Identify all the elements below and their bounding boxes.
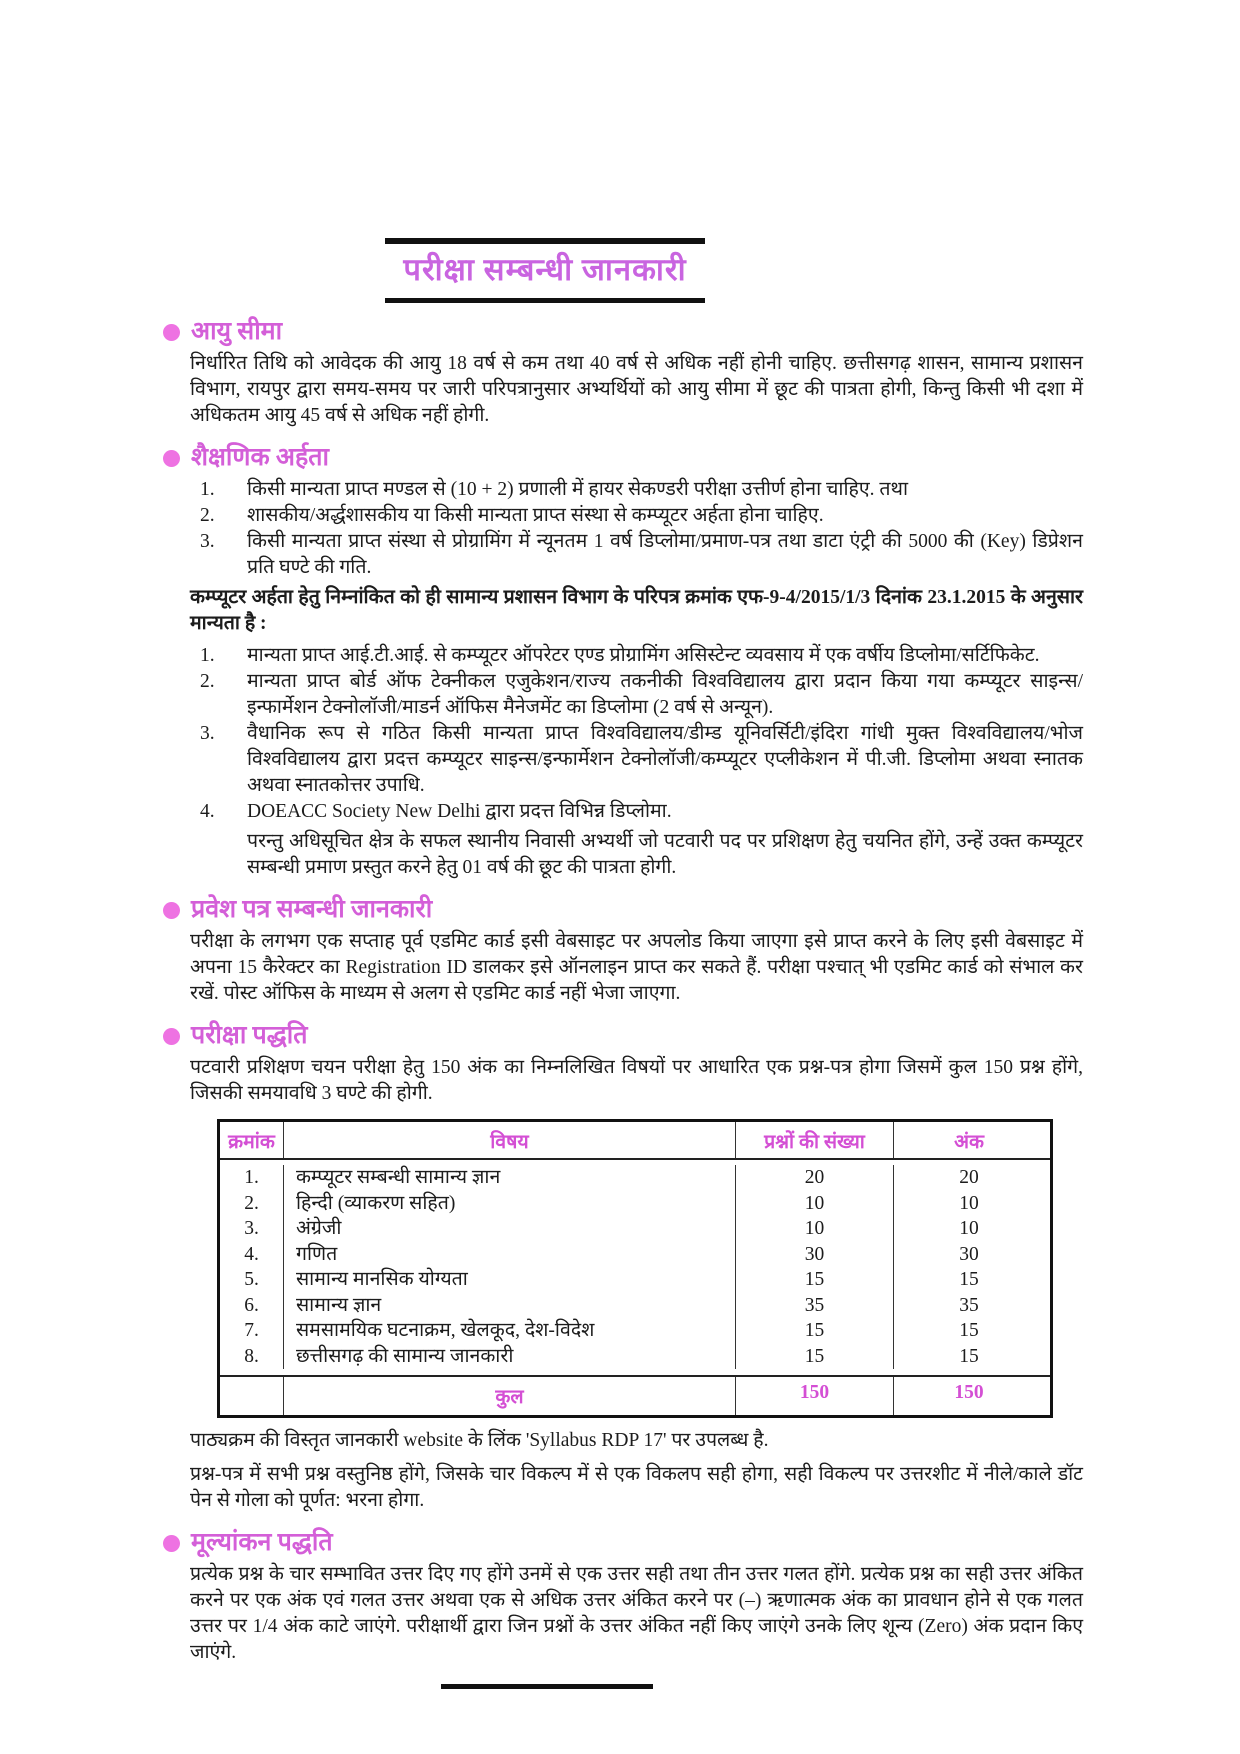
cell-subject: गणित bbox=[284, 1242, 736, 1268]
cell-subject: सामान्य ज्ञान bbox=[284, 1293, 736, 1319]
cell-marks: 15 bbox=[959, 1320, 979, 1341]
cell-sn: 5. bbox=[220, 1267, 284, 1293]
page-title: परीक्षा सम्बन्धी जानकारी bbox=[403, 252, 687, 287]
list-number: 3. bbox=[200, 723, 215, 744]
cell-marks: 10 bbox=[959, 1218, 979, 1239]
section-title: आयु सीमा bbox=[191, 318, 283, 345]
section-title: मूल्यांकन पद्धति bbox=[191, 1529, 333, 1556]
cell-questions: 20 bbox=[736, 1165, 894, 1191]
local-resident-note: परन्तु अधिसूचित क्षेत्र के सफल स्थानीय निवासी अभ्यर्थी जो पटवारी पद पर प्रशिक्षण हेतु चयनित होंगे, उन्हें उक्त कम्प्यूटर सम्बन्धी प्रमाण प्रस्तुत करने हेतु 01 वर्ष की छूट की पात्रता होगी. bbox=[247, 831, 1083, 878]
cell-total-questions: 150 bbox=[736, 1377, 894, 1415]
cell-sn: 6. bbox=[220, 1293, 284, 1319]
section-heading-evaluation bbox=[163, 1528, 1083, 1558]
table-body bbox=[220, 1160, 1050, 1375]
section-title: प्रवेश पत्र सम्बन्धी जानकारी bbox=[191, 896, 433, 923]
section-heading-education bbox=[163, 443, 1083, 473]
table-row bbox=[220, 1293, 1050, 1319]
cell-total-label: कुल bbox=[284, 1377, 736, 1415]
page-content bbox=[163, 238, 1083, 1689]
cell-marks: 15 bbox=[959, 1269, 979, 1290]
cell-questions: 30 bbox=[736, 1242, 894, 1268]
section-heading-admit-card bbox=[163, 895, 1083, 925]
cell-total-empty bbox=[220, 1377, 284, 1415]
table-row bbox=[220, 1242, 1050, 1268]
section-heading-exam-pattern bbox=[163, 1021, 1083, 1051]
list-text: किसी मान्यता प्राप्त संस्था से प्रोग्रामिंग में न्यूनतम 1 वर्ष डिप्लोमा/प्रमाण-पत्र तथा डाटा एंट्री की 5000 की (Key) डिप्रेशन प्रति घण्टे की गति. bbox=[247, 531, 1083, 578]
title-rule-bottom bbox=[385, 298, 705, 303]
cell-sn: 4. bbox=[220, 1242, 284, 1268]
list-number: 1. bbox=[200, 645, 215, 666]
list-item bbox=[200, 799, 1083, 825]
cell-sn: 3. bbox=[220, 1216, 284, 1242]
table-header-sn: क्रमांक bbox=[220, 1122, 284, 1158]
cell-marks: 10 bbox=[959, 1192, 979, 1214]
list-item bbox=[200, 669, 1083, 721]
cell-questions: 10 bbox=[736, 1191, 894, 1217]
table-header-row bbox=[220, 1122, 1050, 1160]
list-item bbox=[200, 643, 1083, 669]
table-row bbox=[220, 1216, 1050, 1242]
table-row bbox=[220, 1318, 1050, 1344]
cell-questions: 15 bbox=[736, 1318, 894, 1344]
list-text: मान्यता प्राप्त आई.टी.आई. से कम्प्यूटर ऑपरेटर एण्ड प्रोग्रामिंग असिस्टेन्ट व्यवसाय में एक वर्षीय डिप्लोमा/सर्टिफिकेट. bbox=[247, 645, 1040, 666]
section-title: शैक्षणिक अर्हता bbox=[191, 444, 330, 471]
list-number: 2. bbox=[200, 671, 215, 692]
table-total-row bbox=[220, 1375, 1050, 1415]
list-item bbox=[200, 477, 1083, 503]
list-number: 1. bbox=[200, 479, 215, 500]
education-list bbox=[200, 477, 1083, 581]
cell-subject: छत्तीसगढ़ की सामान्य जानकारी bbox=[284, 1344, 736, 1370]
cell-marks: 20 bbox=[959, 1167, 979, 1188]
cell-subject: समसामयिक घटनाक्रम, खेलकूद, देश-विदेश bbox=[284, 1318, 736, 1344]
bullet-icon bbox=[163, 324, 180, 341]
list-number: 4. bbox=[200, 801, 215, 822]
objective-question-note: प्रश्न-पत्र में सभी प्रश्न वस्तुनिष्ठ होंगे, जिसके चार विकल्प में से एक विकलप सही होगा, सही विकल्प पर उत्तरशीट में नीले/काले डॉट पेन से गोला को पूर्णत: भरना होगा. bbox=[190, 1464, 1083, 1511]
evaluation-paragraph: प्रत्येक प्रश्न के चार सम्भावित उत्तर दिए गए होंगे उनमें से एक उत्तर सही तथा तीन उत्तर गलत होंगे. प्रत्येक प्रश्न का सही उत्तर अंकित करने पर एक अंक एवं गलत उत्तर अथवा एक से अधिक उत्तर अंकित करने पर (–) ऋणात्मक अंक का प्रावधान होने से एक गलत उत्तर पर 1/4 अंक काटे जाएंगे. परीक्षार्थी द्वारा जिन प्रश्नों के उत्तर अंकित नहीं किए जाएंगे उनके लिए शून्य (Zero) अंक प्रदान किए जाएंगे. bbox=[190, 1564, 1083, 1663]
exam-pattern-paragraph: पटवारी प्रशिक्षण चयन परीक्षा हेतु 150 अंक का निम्नलिखित विषयों पर आधारित एक प्रश्न-पत्र होगा जिसमें कुल 150 प्रश्न होंगे, जिसकी समयावधि 3 घण्टे की होगी. bbox=[190, 1057, 1083, 1104]
list-text: किसी मान्यता प्राप्त मण्डल से (10 + 2) प्रणाली में हायर सेकण्डरी परीक्षा उत्तीर्ण होना चाहिए. तथा bbox=[247, 479, 909, 500]
cell-sn: 2. bbox=[220, 1191, 284, 1217]
table-header-marks: अंक bbox=[954, 1132, 984, 1153]
cell-questions: 15 bbox=[736, 1344, 894, 1370]
table-row bbox=[220, 1191, 1050, 1217]
cell-sn: 1. bbox=[220, 1165, 284, 1191]
list-text: मान्यता प्राप्त बोर्ड ऑफ टेक्नीकल एजुकेशन/राज्य तकनीकी विश्वविद्यालय द्वारा प्रदान किया गया कम्प्यूटर साइन्स/इन्फार्मेशन टेक्नोलॉजी/माडर्न ऑफिस मैनेजमेंट का डिप्लोमा (2 वर्ष से अन्यून). bbox=[247, 671, 1083, 718]
page-title-block bbox=[385, 238, 705, 303]
table-row bbox=[220, 1267, 1050, 1293]
list-item bbox=[200, 721, 1083, 799]
end-rule bbox=[441, 1684, 653, 1689]
exam-subjects-table bbox=[217, 1119, 1053, 1418]
cell-questions: 35 bbox=[736, 1293, 894, 1319]
section-heading-age-limit bbox=[163, 317, 1083, 347]
list-text: शासकीय/अर्द्धशासकीय या किसी मान्यता प्राप्त संस्था से कम्प्यूटर अर्हता होना चाहिए. bbox=[247, 505, 824, 526]
bullet-icon bbox=[163, 902, 180, 919]
list-item bbox=[200, 503, 1083, 529]
recognized-qualification-list bbox=[200, 643, 1083, 825]
computer-qualification-note: कम्प्यूटर अर्हता हेतु निम्नांकित को ही सामान्य प्रशासन विभाग के परिपत्र क्रमांक एफ-9-4/2015/1/3 दिनांक 23.1.2015 के अनुसार मान्यता है : bbox=[190, 587, 1083, 634]
table-row bbox=[220, 1165, 1050, 1191]
cell-marks: 15 bbox=[959, 1345, 979, 1367]
cell-subject: कम्प्यूटर सम्बन्धी सामान्य ज्ञान bbox=[284, 1165, 736, 1191]
table-header-questions: प्रश्नों की संख्या bbox=[736, 1122, 894, 1158]
list-item bbox=[200, 529, 1083, 581]
admit-card-paragraph: परीक्षा के लगभग एक सप्ताह पूर्व एडमिट कार्ड इसी वेबसाइट पर अपलोड किया जाएगा इसे प्राप्त करने के लिए इसी वेबसाइट में अपना 15 कैरेक्टर का Registration ID डालकर इसे ऑनलाइन प्राप्त कर सकते हैं. परीक्षा पश्चात् भी एडमिट कार्ड को संभाल कर रखें. पोस्ट ऑफिस के माध्यम से अलग से एडमिट कार्ड नहीं भेजा जाएगा. bbox=[190, 931, 1083, 1004]
cell-questions: 15 bbox=[736, 1267, 894, 1293]
cell-subject: हिन्दी (व्याकरण सहित) bbox=[284, 1191, 736, 1217]
bullet-icon bbox=[163, 450, 180, 467]
list-number: 2. bbox=[200, 505, 215, 526]
table-row bbox=[220, 1344, 1050, 1370]
cell-total-marks: 150 bbox=[954, 1382, 984, 1403]
cell-sn: 7. bbox=[220, 1318, 284, 1344]
cell-marks: 30 bbox=[959, 1243, 979, 1265]
cell-questions: 10 bbox=[736, 1216, 894, 1242]
age-limit-paragraph: निर्धारित तिथि को आवेदक की आयु 18 वर्ष से कम तथा 40 वर्ष से अधिक नहीं होनी चाहिए. छत्तीसगढ़ शासन, सामान्य प्रशासन विभाग, रायपुर द्वारा समय-समय पर जारी परिपत्रानुसार अभ्यर्थियों को आयु सीमा में छूट की पात्रता होगी, किन्तु किसी भी दशा में अधिकतम आयु 45 वर्ष से अधिक नहीं होगी. bbox=[190, 353, 1083, 426]
cell-subject: सामान्य मानसिक योग्यता bbox=[284, 1267, 736, 1293]
list-text: वैधानिक रूप से गठित किसी मान्यता प्राप्त विश्वविद्यालय/डीम्ड यूनिवर्सिटी/इंदिरा गांधी मुक्त विश्वविद्यालय/भोज विश्वविद्यालय द्वारा प्रदत्त कम्प्यूटर साइन्स/इन्फार्मेशन टेक्नोलॉजी/कम्प्यूटर एप्लीकेशन में पी.जी. डिप्लोमा अथवा स्नातक अथवा स्नातकोत्तर उपाधि. bbox=[247, 723, 1083, 796]
cell-sn: 8. bbox=[220, 1344, 284, 1370]
bullet-icon bbox=[163, 1028, 180, 1045]
cell-marks: 35 bbox=[959, 1294, 979, 1316]
syllabus-link-note: पाठ्यक्रम की विस्तृत जानकारी website के लिंक 'Syllabus RDP 17' पर उपलब्ध है. bbox=[190, 1430, 769, 1451]
table-header-subject: विषय bbox=[284, 1122, 736, 1158]
section-title: परीक्षा पद्धति bbox=[191, 1022, 308, 1049]
cell-subject: अंग्रेजी bbox=[284, 1216, 736, 1242]
list-number: 3. bbox=[200, 531, 215, 552]
bullet-icon bbox=[163, 1535, 180, 1552]
list-text: DOEACC Society New Delhi द्वारा प्रदत्त विभिन्न डिप्लोमा. bbox=[247, 801, 672, 822]
